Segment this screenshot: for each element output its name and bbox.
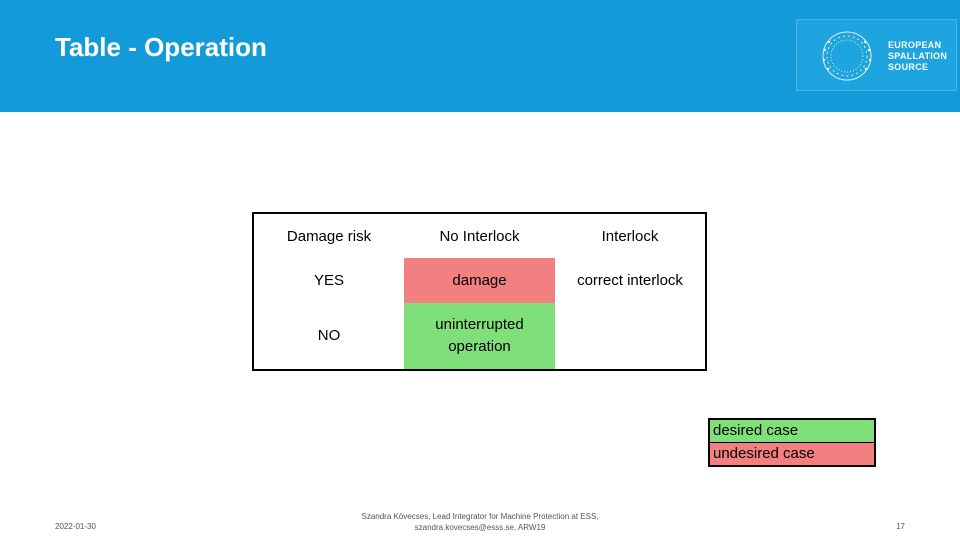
page-number: 17 — [896, 522, 905, 531]
header-interlock: Interlock — [601, 227, 659, 245]
table-row-yes — [253, 258, 706, 303]
slide-title: Table - Operation — [55, 32, 267, 62]
legend-undesired: undesired case — [710, 443, 874, 465]
legend-desired: desired case — [710, 420, 874, 443]
table-header-row — [253, 213, 706, 258]
cell-uninterrupted-operation: uninterrupted operation — [404, 303, 555, 370]
logo-line-source: SOURCE — [888, 62, 929, 72]
footer-author — [330, 511, 630, 533]
operation-table — [252, 212, 707, 371]
footer-date: 2022-01-30 — [55, 522, 96, 531]
footer-author-line1: Szandra Kövecses, Lead Integrator for Machine Protection at ESS, — [361, 512, 599, 521]
logo-wordmark — [888, 40, 947, 73]
cell-damage: damage — [404, 258, 555, 303]
cell-correct-interlock: correct interlock — [577, 272, 683, 289]
logo-line-spallation: SPALLATION — [888, 51, 948, 61]
logo-line-european: EUROPEAN — [888, 40, 942, 50]
footer-author-line2: szandra.kovecses@esss.se, ARW19 — [414, 523, 546, 532]
ess-logo — [796, 19, 957, 91]
cell-yes: YES — [313, 272, 344, 289]
cell-empty — [555, 303, 706, 370]
header-no-interlock: No Interlock — [439, 227, 520, 245]
cell-no: NO — [317, 327, 341, 344]
color-legend — [708, 418, 876, 467]
table-row-no — [253, 303, 706, 370]
header-damage-risk: Damage risk — [286, 227, 372, 245]
title-bar — [0, 0, 960, 112]
